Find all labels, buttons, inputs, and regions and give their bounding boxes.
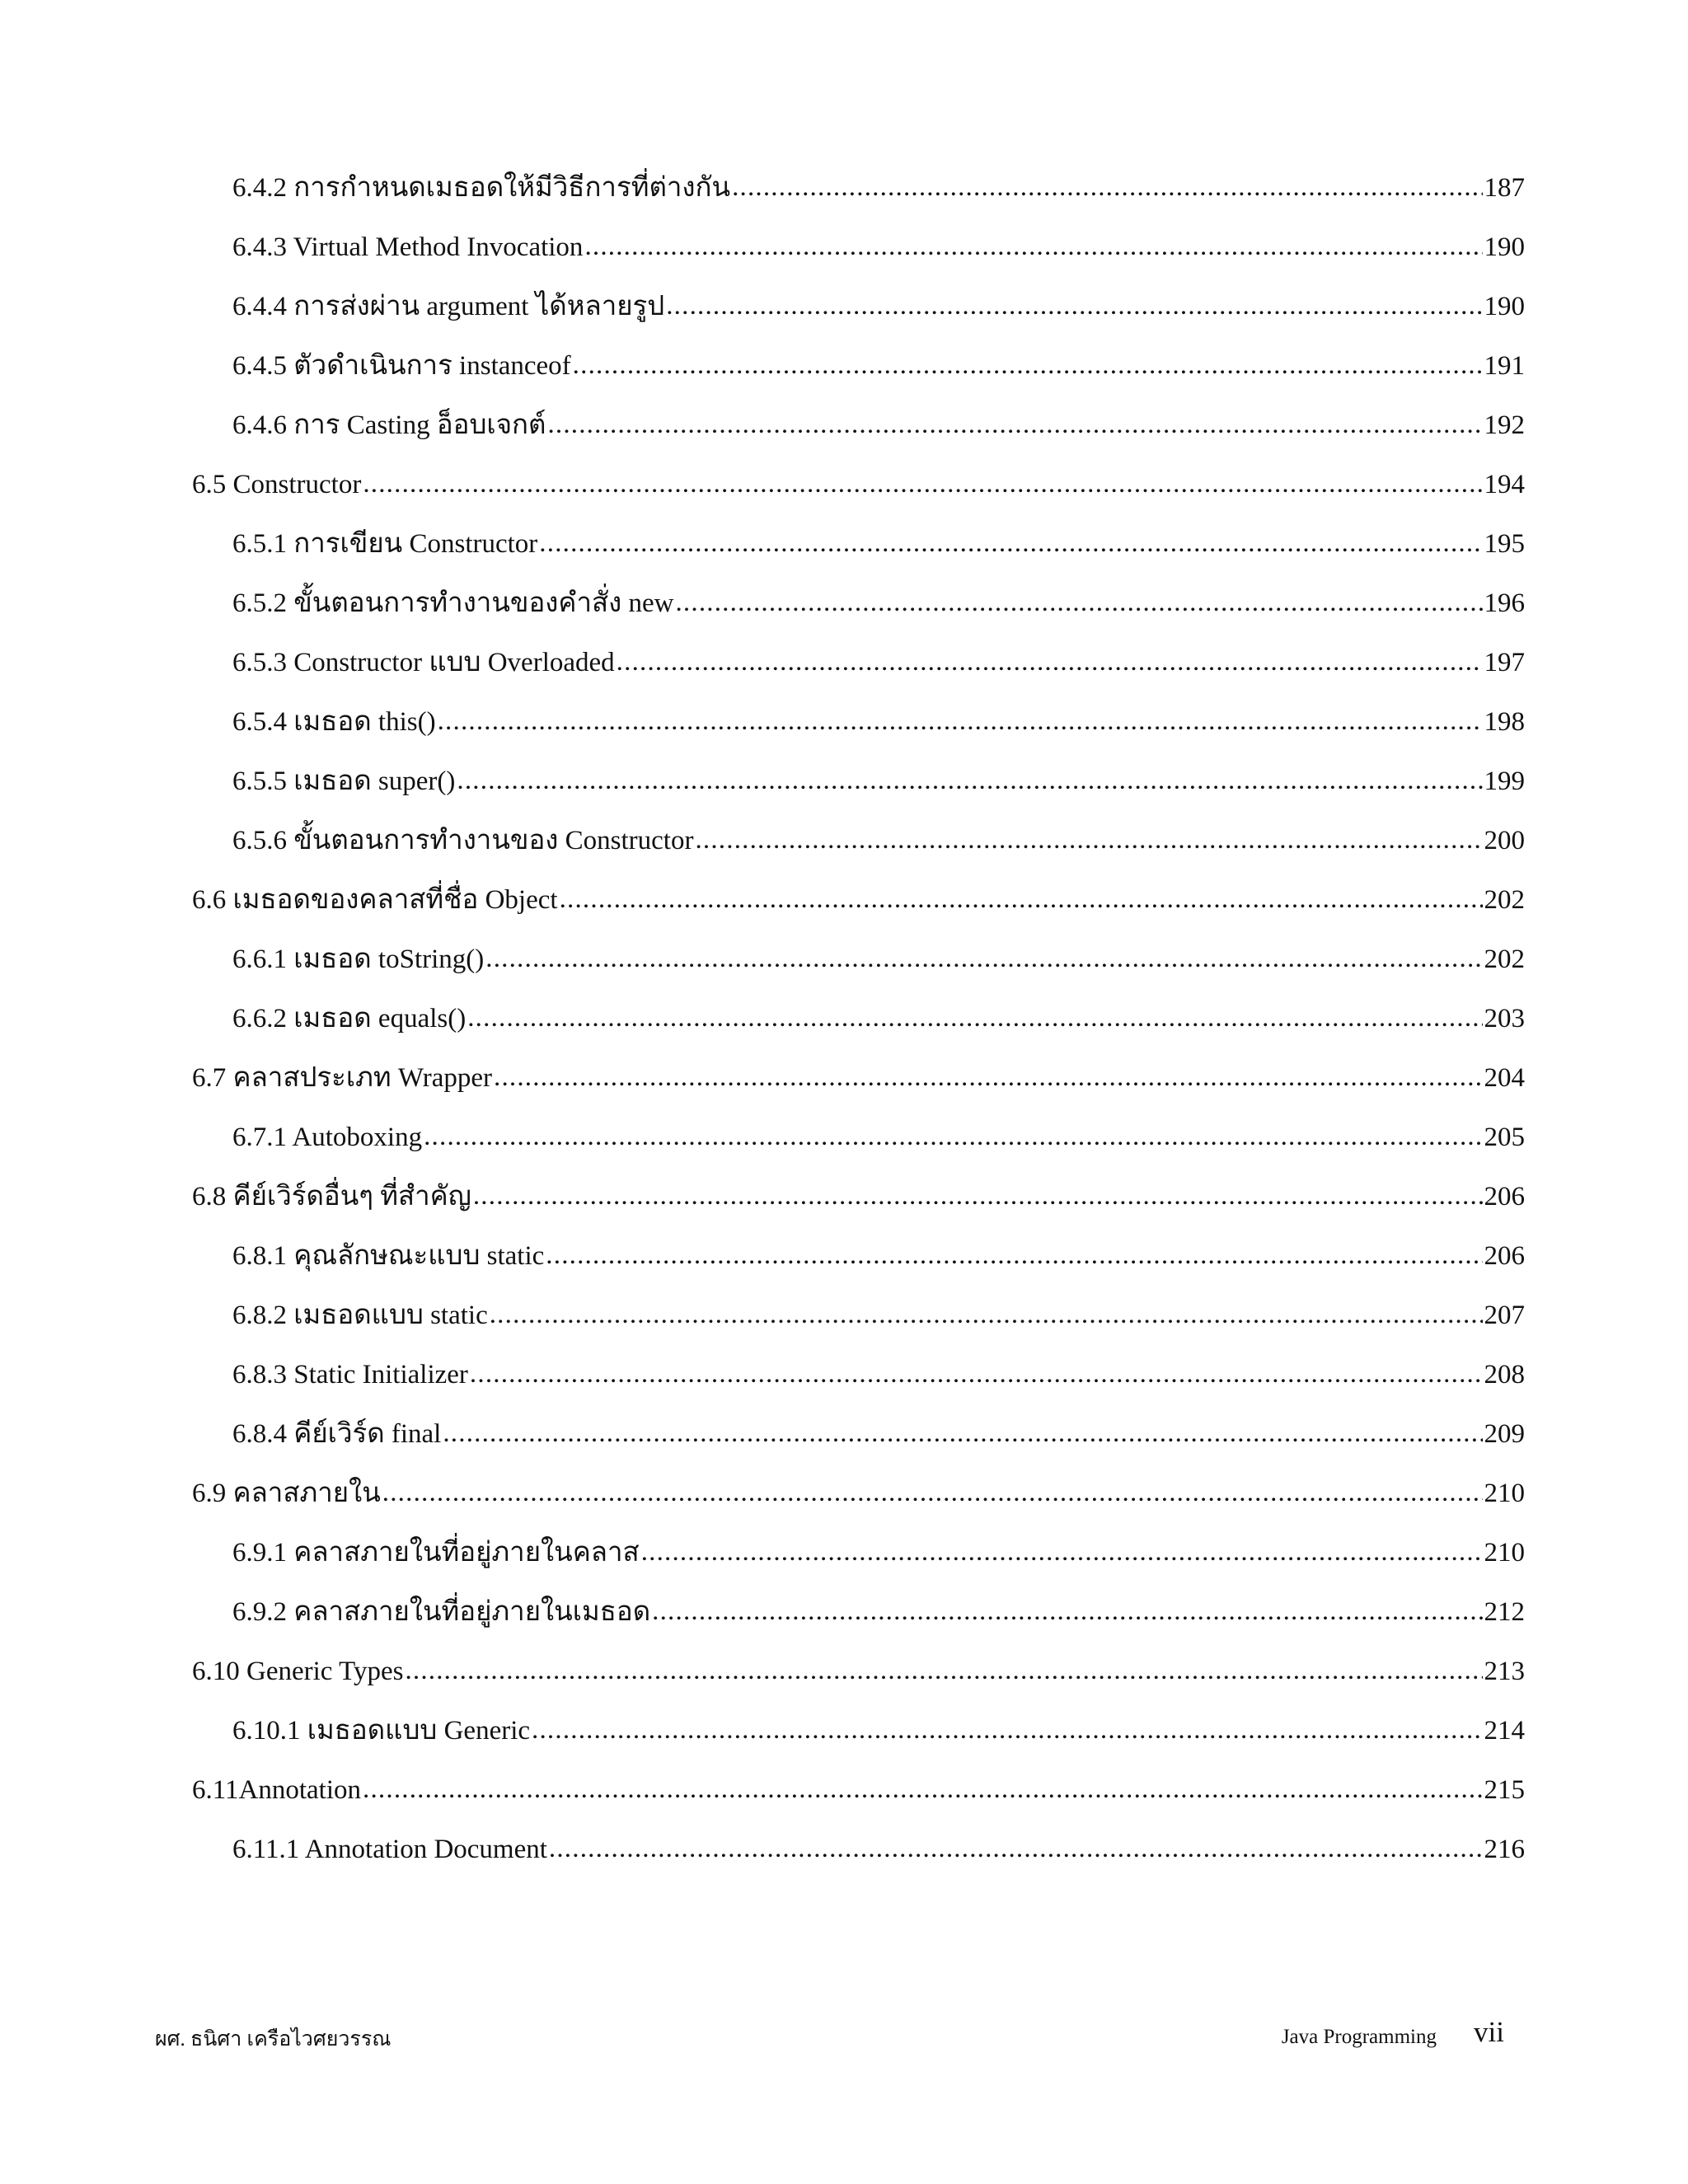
toc-entry-title: 6.11Annotation: [192, 1775, 362, 1805]
toc-entry: [0, 1820, 1688, 1879]
toc-entry-page: 214: [1484, 1716, 1525, 1746]
toc-entry: [0, 1108, 1688, 1167]
toc-entry-title: 6.8 คีย์เวิร์ดอื่นๆ ที่สำคัญ: [192, 1182, 471, 1212]
toc-dot-leader: [573, 335, 1483, 395]
toc-entry-page: 194: [1484, 470, 1525, 499]
toc-entry-title: 6.5.1 การเขียน Constructor: [232, 529, 538, 559]
toc-entry: [0, 1464, 1688, 1523]
toc-dot-leader: [405, 1641, 1482, 1700]
toc-dot-leader: [617, 632, 1483, 691]
toc-dot-leader: [584, 217, 1482, 276]
toc-entry-title: 6.5 Constructor: [192, 470, 362, 499]
toc-entry-page: 212: [1484, 1597, 1525, 1627]
toc-entry-title: 6.7.1 Autoboxing: [232, 1122, 423, 1152]
toc-entry: [0, 574, 1688, 633]
toc-dot-leader: [438, 691, 1483, 751]
toc-entry-page: 197: [1484, 648, 1525, 677]
toc-entry: [0, 1404, 1688, 1464]
toc-entry-title: 6.10.1 เมธอดแบบ Generic: [232, 1716, 531, 1746]
toc-entry-title: 6.8.3 Static Initializer: [232, 1360, 468, 1390]
toc-entry-title: 6.5.5 เมธอด super(): [232, 766, 456, 796]
toc-dot-leader: [470, 1344, 1483, 1404]
toc-entry-page: 216: [1484, 1835, 1525, 1864]
toc-entry-title: 6.6.1 เมธอด toString(): [232, 944, 485, 974]
toc-dot-leader: [560, 869, 1483, 929]
toc-entry-page: 198: [1484, 707, 1525, 737]
toc-dot-leader: [485, 929, 1482, 988]
toc-dot-leader: [549, 1819, 1483, 1878]
toc-entry-page: 200: [1484, 826, 1525, 855]
toc-entry: [0, 870, 1688, 930]
toc-entry-title: 6.5.3 Constructor แบบ Overloaded: [232, 648, 615, 677]
toc-dot-leader: [363, 1760, 1482, 1819]
toc-entry: [0, 455, 1688, 514]
toc-dot-leader: [652, 1582, 1482, 1641]
toc-entry-title: 6.7 คลาสประเภท Wrapper: [192, 1063, 492, 1093]
toc-entry-page: 190: [1484, 232, 1525, 262]
toc-dot-leader: [547, 395, 1482, 454]
toc-entry: [0, 1760, 1688, 1820]
toc-dot-leader: [695, 810, 1482, 869]
toc-dot-leader: [641, 1522, 1483, 1582]
toc-entry: [0, 277, 1688, 336]
toc-entry-title: 6.5.4 เมธอด this(): [232, 707, 436, 737]
toc-entry-title: 6.6 เมธอดของคลาสที่ชื่อ Object: [192, 885, 558, 915]
toc-entry: [0, 1167, 1688, 1226]
footer-author: ผศ. ธนิศา เครือไวศยวรรณ: [155, 2028, 392, 2050]
toc-entry-page: 187: [1484, 173, 1525, 203]
toc-entry: [0, 633, 1688, 692]
toc-entry-page: 202: [1484, 944, 1525, 974]
toc-entry-title: 6.9.2 คลาสภายในที่อยู่ภายในเมธอด: [232, 1597, 651, 1627]
toc-entry-page: 206: [1484, 1241, 1525, 1271]
toc-entry-page: 195: [1484, 529, 1525, 559]
toc-entry-title: 6.10 Generic Types: [192, 1657, 404, 1686]
toc-entry-title: 6.5.6 ขั้นตอนการทำงานของ Constructor: [232, 826, 694, 855]
toc-dot-leader: [539, 513, 1482, 573]
toc-entry-page: 196: [1484, 588, 1525, 618]
toc-dot-leader: [666, 276, 1482, 335]
toc-dot-leader: [443, 1404, 1482, 1463]
toc-entry: [0, 1582, 1688, 1642]
toc-dot-leader: [546, 1226, 1482, 1285]
toc-dot-leader: [675, 573, 1482, 632]
toc-entry-title: 6.8.2 เมธอดแบบ static: [232, 1301, 488, 1330]
toc-entry: [0, 336, 1688, 396]
toc-dot-leader: [490, 1285, 1483, 1344]
toc-entry-page: 192: [1484, 410, 1525, 440]
toc-entry-page: 208: [1484, 1360, 1525, 1390]
toc-dot-leader: [363, 454, 1482, 513]
toc-entry: [0, 692, 1688, 752]
toc-entry-page: 202: [1484, 885, 1525, 915]
table-of-contents: [0, 158, 1688, 1879]
toc-entry-title: 6.4.3 Virtual Method Invocation: [232, 232, 584, 262]
toc-entry-page: 205: [1484, 1122, 1525, 1152]
page-footer: [0, 2011, 1688, 2060]
toc-dot-leader: [494, 1047, 1483, 1107]
toc-entry: [0, 752, 1688, 811]
toc-entry: [0, 158, 1688, 218]
toc-entry-page: 209: [1484, 1419, 1525, 1449]
toc-entry-title: 6.8.1 คุณลักษณะแบบ static: [232, 1241, 545, 1271]
toc-entry-page: 191: [1484, 351, 1525, 381]
toc-dot-leader: [732, 157, 1482, 217]
toc-entry: [0, 1642, 1688, 1701]
toc-entry-title: 6.4.4 การส่งผ่าน argument ได้หลายรูป: [232, 292, 665, 321]
toc-dot-leader: [424, 1107, 1482, 1166]
toc-dot-leader: [473, 1166, 1483, 1226]
toc-dot-leader: [382, 1463, 1483, 1522]
toc-entry: [0, 1523, 1688, 1582]
toc-dot-leader: [467, 988, 1482, 1047]
toc-entry: [0, 514, 1688, 574]
toc-entry-page: 210: [1484, 1479, 1525, 1508]
toc-entry-title: 6.4.6 การ Casting อ็อบเจกต์: [232, 410, 546, 440]
toc-entry-page: 207: [1484, 1301, 1525, 1330]
toc-entry-title: 6.9 คลาสภายใน: [192, 1479, 381, 1508]
toc-entry-page: 190: [1484, 292, 1525, 321]
toc-entry: [0, 930, 1688, 989]
toc-entry: [0, 1701, 1688, 1760]
toc-entry: [0, 396, 1688, 455]
toc-entry: [0, 1048, 1688, 1108]
toc-entry: [0, 989, 1688, 1048]
toc-entry-page: 206: [1484, 1182, 1525, 1212]
toc-entry-title: 6.4.2 การกำหนดเมธอดให้มีวิธีการที่ต่างกัน: [232, 173, 731, 203]
toc-entry: [0, 1345, 1688, 1404]
toc-entry-page: 204: [1484, 1063, 1525, 1093]
toc-entry-title: 6.4.5 ตัวดำเนินการ instanceof: [232, 351, 571, 381]
toc-entry-page: 199: [1484, 766, 1525, 796]
toc-entry-title: 6.11.1 Annotation Document: [232, 1835, 547, 1864]
toc-entry: [0, 811, 1688, 870]
toc-entry-page: 213: [1484, 1657, 1525, 1686]
toc-entry: [0, 1286, 1688, 1345]
toc-dot-leader: [457, 751, 1482, 810]
toc-dot-leader: [532, 1700, 1482, 1760]
toc-entry-page: 215: [1484, 1775, 1525, 1805]
toc-entry-title: 6.5.2 ขั้นตอนการทำงานของคำสั่ง new: [232, 588, 674, 618]
toc-entry-title: 6.9.1 คลาสภายในที่อยู่ภายในคลาส: [232, 1538, 640, 1568]
toc-entry: [0, 218, 1688, 277]
toc-entry: [0, 1226, 1688, 1286]
toc-entry-page: 203: [1484, 1004, 1525, 1033]
footer-page-number: vii: [1474, 2016, 1504, 2048]
toc-entry-page: 210: [1484, 1538, 1525, 1568]
toc-entry-title: 6.8.4 คีย์เวิร์ด final: [232, 1419, 442, 1449]
footer-book-title: Java Programming: [1281, 2026, 1437, 2048]
toc-entry-title: 6.6.2 เมธอด equals(): [232, 1004, 467, 1033]
